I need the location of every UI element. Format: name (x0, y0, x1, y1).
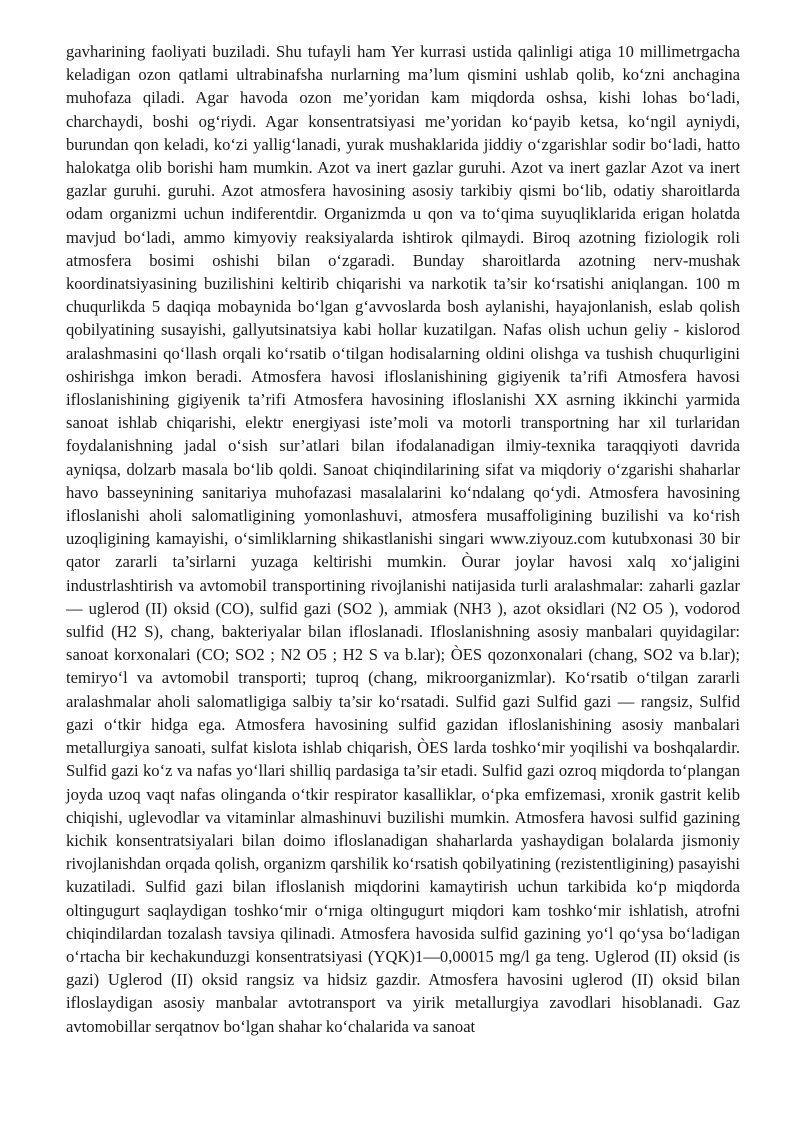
document-page (66, 40, 740, 1038)
body-paragraph: gavharining faoliyati buziladi. Shu tufayli ham Yer kurrasi ustida qalinligi atiga 10 millimetrgacha keladigan ozon qatlami ultrabinafsha nurlarning ma’lum qismini ushlab qolib, ko‘zni anchagina muhofaza qiladi. Agar havoda ozon me’yoridan kam miqdorda oshsa, kishi lohas bo‘ladi, charchaydi, boshi og‘riydi. Agar konsentratsiyasi me’yoridan ko‘payib ketsa, ko‘ngil ayniydi, burundan qon keladi, ko‘zi yallig‘lanadi, yurak mushaklarida jiddiy o‘zgarishlar sodir bo‘ladi, hatto halokatga olib borishi ham mumkin. Azot va inert gazlar guruhi. Azot va inert gazlar Azot va inert gazlar guruhi. guruhi. Azot atmosfera havosining asosiy tarkibiy qismi bo‘lib, odatiy sharoitlarda odam organizmi uchun indiferentdir. Organizmda u qon va to‘qima suyuqliklarida erigan holatda mavjud bo‘ladi, ammo kimyoviy reaksiyalarda ishtirok qilmaydi. Biroq azotning fiziologik roli atmosfera bosimi oshishi bilan o‘zgaradi. Bunday sharoitlarda azotning nerv-mushak koordinatsiyasining buzilishini keltirib chiqarishi va narkotik ta’sir ko‘rsatishi aniqlangan. 100 m chuqurlikda 5 daqiqa mobaynida bo‘lgan g‘avvoslarda bosh aylanishi, hayajonlanish, eslab qolish qobilyatining susayishi, gallyutsinatsiya kabi hollar kuzatilgan. Nafas olish uchun geliy - kislorod aralashmasini qo‘llash orqali ko‘rsatib o‘tilgan hodisalarning oldini olishga va tushish chuqurligini oshirishga imkon beradi. Atmosfera havosi ifloslanishining gigiyenik ta’rifi Atmosfera havosi ifloslanishining gigiyenik ta’rifi Atmosfera havosining ifloslanishi XX asrning ikkinchi yarmida sanoat ishlab chiqarishi, elektr energiyasi iste’moli va motorli transportning har xil turlaridan foydalanishning jadal o‘sish sur’atlari bilan ifodalanadigan ilmiy-texnika taraqqiyoti davrida ayniqsa, dolzarb masala bo‘lib qoldi. Sanoat chiqindilarining sifat va miqdoriy o‘zgarishi shaharlar havo basseynining sanitariya muhofazasi masalalarini ko‘ndalang qo‘ydi. Atmosfera havosining ifloslanishi aholi salomatligining yomonlashuvi, atmosfera musaffoligining buzilishi va ko‘rish uzoqligining kamayishi, o‘simliklarning shikastlanishi singari www.ziyouz.com kutubxonasi 30 bir qator zararli ta’sirlarni yuzaga keltirishi mumkin. Òurar joylar havosi xalq xo‘jaligini industrlashtirish va avtomobil transportining rivojlanishi natijasida turli aralashmalar: zaharli gazlar — uglerod (II) oksid (CO), sulfid gazi (SO2 ), ammiak (NH3 ), azot oksidlari (N2 O5 ), vodorod sulfid (H2 S), chang, bakteriyalar bilan ifloslanadi. Ifloslanishning asosiy manbalari quyidagilar: sanoat korxonalari (CO; SO2 ; N2 O5 ; H2 S va b.lar); ÒES qozonxonalari (chang, SO2 va b.lar); temiryo‘l va avtomobil transporti; tuproq (chang, mikroorganizmlar). Ko‘rsatib o‘tilgan zararli aralashmalar aholi salomatligiga salbiy ta’sir ko‘rsatadi. Sulfid gazi Sulfid gazi — rangsiz, Sulfid gazi o‘tkir hidga ega. Atmosfera havosining sulfid gazidan ifloslanishining asosiy manbalari metallurgiya sanoati, sulfat kislota ishlab chiqarish, ÒES larda toshko‘mir yoqilishi va boshqalardir. Sulfid gazi ko‘z va nafas yo‘llari shilliq pardasiga ta’sir etadi. Sulfid gazi ozroq miqdorda to‘plangan joyda uzoq vaqt nafas olinganda o‘tkir respirator kasalliklar, o‘pka emfizemasi, xronik gastrit kelib chiqishi, uglevodlar va vitaminlar almashinuvi buzilishi mumkin. Atmosfera havosi sulfid gazining kichik konsentratsiyalari bilan doimo ifloslanadigan shaharlarda yashaydigan bolalarda jismoniy rivojlanishdan orqada qolish, organizm qarshilik ko‘rsatish qobilyatining (rezistentligining) pasayishi kuzatiladi. Sulfid gazi bilan ifloslanish miqdorini kamaytirish uchun tarkibida ko‘p miqdorda oltingugurt saqlaydigan toshko‘mir o‘rniga oltingugurt miqdori kam toshko‘mir ishlatish, atrofni chiqindilardan tozalash tavsiya qilinadi. Atmosfera havosida sulfid gazining yo‘l qo‘ysa bo‘ladigan o‘rtacha bir kechakunduzgi konsentratsiyasi (YQK)1—0,00015 mg/l ga teng. Uglerod (II) oksid (is gazi) Uglerod (II) oksid rangsiz va hidsiz gazdir. Atmosfera havosini uglerod (II) oksid bilan ifloslaydigan asosiy manbalar avtotransport va yirik metallurgiya zavodlari hisoblanadi. Gaz avtomobillar serqatnov bo‘lgan shahar ko‘chalarida va sanoat (66, 42, 740, 1036)
